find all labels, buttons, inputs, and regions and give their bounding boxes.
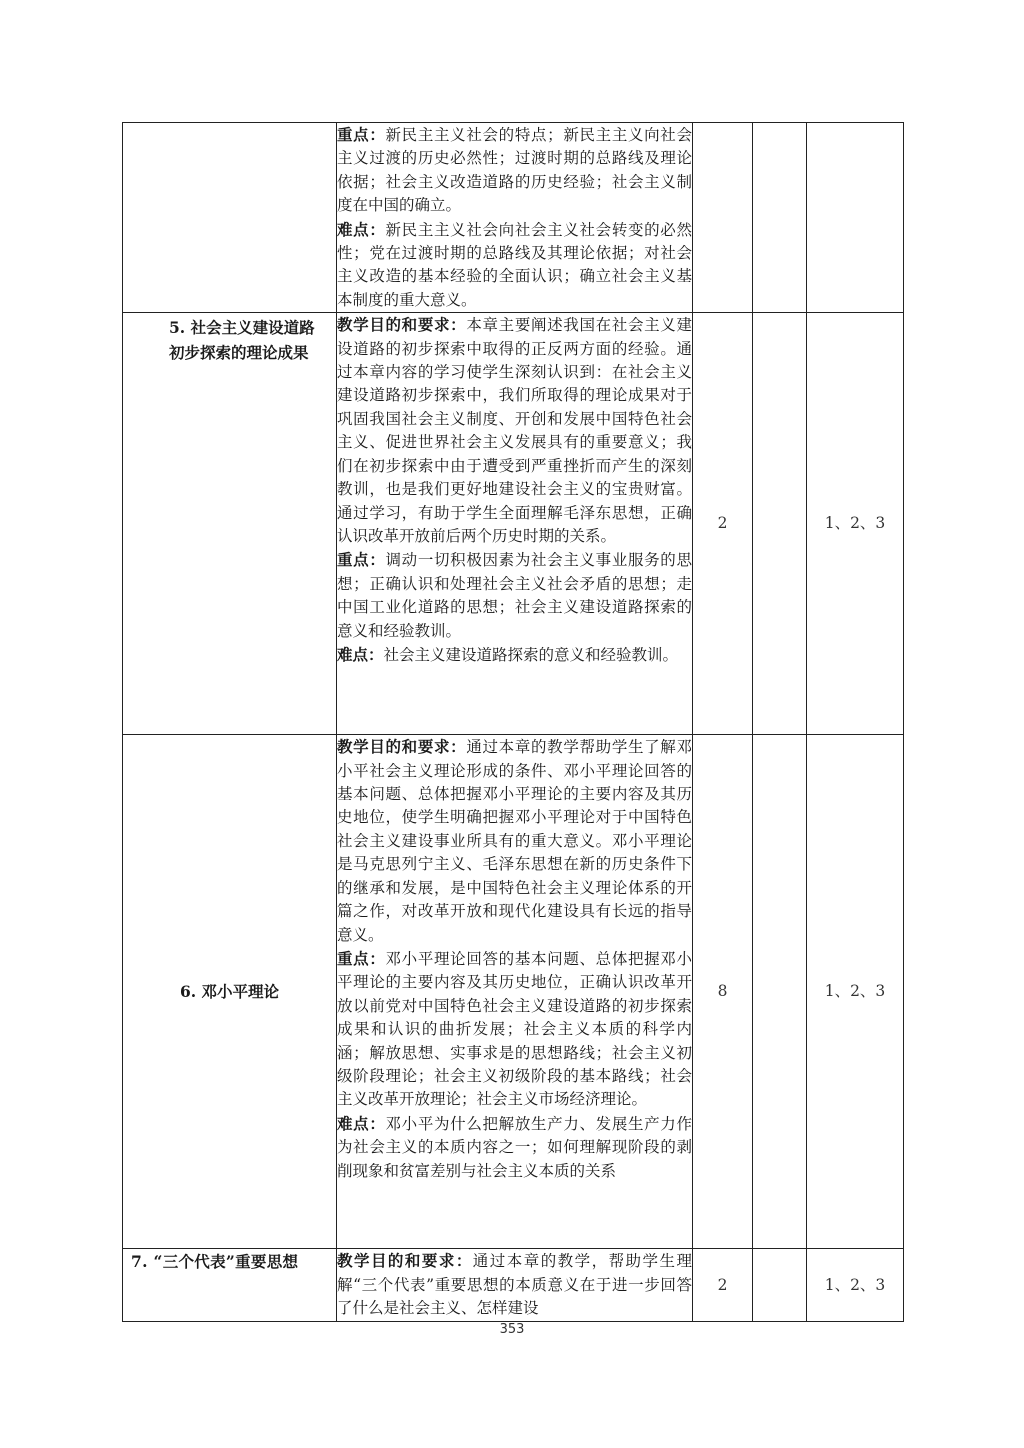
hours-cell <box>753 123 807 313</box>
para-text: 通过本章的教学，帮助学生理解“三个代表”重要思想的本质意义在于进一步回答了什么是社会主义、怎样建设 <box>337 1252 692 1318</box>
para-label: 教学目的和要求： <box>337 1251 473 1271</box>
blank-cell <box>753 735 807 1249</box>
para-text: 社会主义建设道路探索的意义和经验教训。 <box>383 645 679 664</box>
para-label: 教学目的和要求： <box>337 315 467 335</box>
difficult-points <box>337 643 692 667</box>
para-text: 新民主主义社会的特点；新民主主义向社会主义过渡的历史必然性；过渡时期的总路线及理论依据；社会主义改造道路的历史经验；社会主义制度在中国的确立。 <box>337 126 692 215</box>
content-cell <box>337 735 693 1249</box>
difficult-points <box>337 218 692 313</box>
para-text: 邓小平理论回答的基本问题、总体把握邓小平理论的主要内容及其历史地位，正确认识改革开放以前党对中国特色社会主义建设道路的初步探索成果和认识的曲折发展；社会主义本质的科学内涵；解放思想、实事求是的思想路线；社会主义初级阶段理论；社会主义初级阶段的基本路线；社会主义改革开放理论；社会主义市场经济理论。 <box>337 949 692 1109</box>
type-cell <box>807 123 904 313</box>
table-row <box>123 313 904 735</box>
key-points <box>337 548 692 643</box>
hours-cell: 2 <box>693 1249 753 1322</box>
key-points <box>337 947 692 1112</box>
chapter-cell: 6. 邓小平理论 <box>123 735 337 1249</box>
syllabus-table <box>122 122 904 1322</box>
para-label: 难点： <box>337 1113 386 1133</box>
table-row <box>123 735 904 1249</box>
objectives <box>337 313 692 548</box>
blank-cell <box>753 1249 807 1322</box>
para-label: 难点： <box>337 219 386 239</box>
blank-cell <box>693 123 753 313</box>
content-cell <box>337 123 693 313</box>
para-text: 调动一切积极因素为社会主义事业服务的思想；正确认识和处理社会主义社会矛盾的思想；走中国工业化道路的思想；社会主义建设道路探索的意义和经验教训。 <box>337 551 692 640</box>
para-label: 难点： <box>337 644 384 664</box>
para-label: 重点： <box>337 550 386 570</box>
table-row <box>123 1249 904 1322</box>
para-text: 邓小平为什么把解放生产力、发展生产力作为社会主义的本质内容之一；如何理解现阶段的剥削现象和贫富差别与社会主义本质的关系 <box>337 1114 692 1180</box>
content-cell <box>337 313 693 735</box>
para-label: 重点： <box>337 125 386 144</box>
para-text: 通过本章的教学帮助学生了解邓小平社会主义理论形成的条件、邓小平理论回答的基本问题、总体把握邓小平理论的主要内容及其历史地位，使学生明确把握邓小平理论对于中国特色社会主义建设事业所具有的重大意义。邓小平理论是马克思列宁主义、毛泽东思想在新的历史条件下的继承和发展，是中国特色社会主义理论体系的开篇之作，对改革开放和现代化建设具有长远的指导意义。 <box>337 738 692 944</box>
objectives <box>337 1249 692 1319</box>
hours-cell: 8 <box>693 735 753 1249</box>
para-label: 重点： <box>337 948 386 968</box>
type-cell: 1、2、3 <box>807 735 904 1249</box>
para-text: 本章主要阐述我国在社会主义建设道路的初步探索中取得的正反两方面的经验。通过本章内容的学习使学生深刻认识到：在社会主义建设道路初步探索中，我们所取得的理论成果对于巩固我国社会主义制度、开创和发展中国特色社会主义、促进世界社会主义发展具有的重要意义；我们在初步探索中由于遭受到严重挫折而产生的深刻教训，也是我们更好地建设社会主义的宝贵财富。通过学习，有助于学生全面理解毛泽东思想，正确认识改革开放前后两个历史时期的关系。 <box>337 316 692 545</box>
type-cell: 1、2、3 <box>807 1249 904 1322</box>
difficult-points <box>337 1112 692 1183</box>
para-label: 教学目的和要求： <box>337 737 467 757</box>
page-number: 353 <box>499 1322 525 1337</box>
chapter-cell <box>123 123 337 313</box>
table-row <box>123 123 904 313</box>
hours-cell: 2 <box>693 313 753 735</box>
content-clip <box>337 1249 692 1319</box>
chapter-cell: 5. 社会主义建设道路初步探索的理论成果 <box>123 313 337 735</box>
para-text: 新民主主义社会向社会主义社会转变的必然性；党在过渡时期的总路线及其理论依据；对社会主义改造的基本经验的全面认识；确立社会主义基本制度的重大意义。 <box>337 220 692 309</box>
key-points <box>337 123 692 218</box>
objectives <box>337 735 692 947</box>
type-cell: 1、2、3 <box>807 313 904 735</box>
blank-cell <box>753 313 807 735</box>
content-cell <box>337 1249 693 1322</box>
chapter-cell: 7. “三个代表”重要思想 <box>123 1249 337 1322</box>
